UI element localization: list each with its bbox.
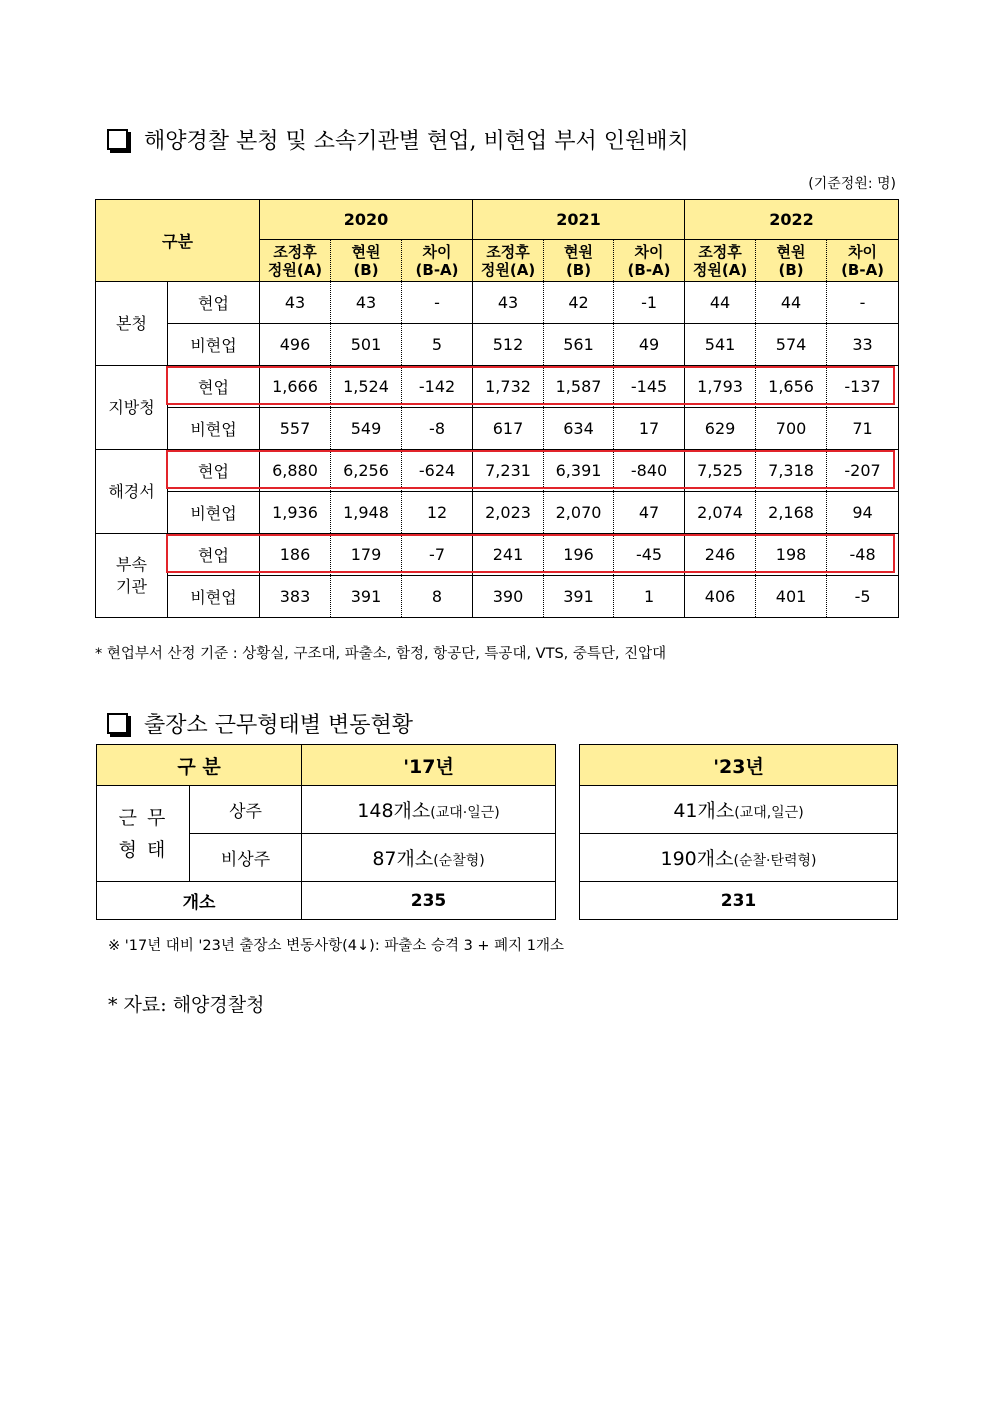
- cell-difference: -7: [402, 534, 473, 576]
- cell-current-staff: 6,256: [331, 450, 402, 492]
- cell-difference: 47: [614, 492, 685, 534]
- cell-adjusted-quota: 43: [260, 282, 331, 324]
- cell-adjusted-quota: 1,793: [685, 366, 756, 408]
- cell-current-staff: 179: [331, 534, 402, 576]
- table-row: [96, 282, 899, 324]
- total-2017: 235: [302, 882, 556, 920]
- cell-difference: -: [402, 282, 473, 324]
- highlight-box-busok: [166, 534, 895, 573]
- cell-adjusted-quota: 1,732: [473, 366, 544, 408]
- cell-difference: -137: [827, 366, 899, 408]
- highlight-box-haegyeongseo: [166, 450, 895, 489]
- cell-difference: -45: [614, 534, 685, 576]
- section1-title-text: 해양경찰 본청 및 소속기관별 현업, 비현업 부서 인원배치: [144, 129, 689, 154]
- header-adjusted-quota: 조정후 정원(A): [260, 240, 331, 282]
- cell-current-staff: 574: [756, 324, 827, 366]
- total-label: 개소: [97, 882, 302, 920]
- branch-office-2023-table: [579, 744, 898, 920]
- cell-difference: 94: [827, 492, 899, 534]
- cell-adjusted-quota: 629: [685, 408, 756, 450]
- header-category: 구분: [96, 200, 260, 282]
- dept-type-label: 현업: [168, 450, 260, 492]
- cell-difference: 12: [402, 492, 473, 534]
- header-adjusted-quota: 조정후 정원(A): [473, 240, 544, 282]
- cell-difference: 5: [402, 324, 473, 366]
- header-current-staff: 현원 (B): [756, 240, 827, 282]
- cell-difference: 8: [402, 576, 473, 618]
- unit-label: (기준정원: 명): [808, 176, 896, 192]
- cell-adjusted-quota: 1,666: [260, 366, 331, 408]
- cell-adjusted-quota: 496: [260, 324, 331, 366]
- cell-current-staff: 1,587: [544, 366, 614, 408]
- cell-difference: -207: [827, 450, 899, 492]
- cell-adjusted-quota: 246: [685, 534, 756, 576]
- checkbox-square-icon: [107, 713, 128, 734]
- cell-adjusted-quota: 557: [260, 408, 331, 450]
- header-adjusted-quota: 조정후 정원(A): [685, 240, 756, 282]
- cell-current-staff: 2,168: [756, 492, 827, 534]
- row-label-resident: 상주: [190, 786, 302, 834]
- table-row: [96, 408, 899, 450]
- cell-difference: 33: [827, 324, 899, 366]
- cell-current-staff: 6,391: [544, 450, 614, 492]
- cell-difference: 49: [614, 324, 685, 366]
- branch-office-2017-table: [96, 744, 556, 920]
- cell-current-staff: 42: [544, 282, 614, 324]
- header-difference: 차이 (B-A): [614, 240, 685, 282]
- cell-difference: 1: [614, 576, 685, 618]
- group-label: 부속 기관: [96, 534, 168, 618]
- change-note: ※ '17년 대비 '23년 출장소 변동사항(4↓): 파출소 승격 3 + 폐지 1개소: [108, 938, 565, 954]
- cell-current-staff: 198: [756, 534, 827, 576]
- cell-difference: -624: [402, 450, 473, 492]
- cell-adjusted-quota: 541: [685, 324, 756, 366]
- section1-title: [105, 124, 689, 155]
- cell-current-staff: 7,318: [756, 450, 827, 492]
- header-year-2020: 2020: [260, 200, 473, 240]
- cell-adjusted-quota: 406: [685, 576, 756, 618]
- dept-type-label: 현업: [168, 534, 260, 576]
- dept-type-label: 현업: [168, 366, 260, 408]
- section2-title: [105, 708, 413, 739]
- cell-current-staff: 634: [544, 408, 614, 450]
- header-year-2023: '23년: [580, 745, 898, 786]
- dept-type-label: 비현업: [168, 576, 260, 618]
- table-row: [96, 324, 899, 366]
- header-year-2017: '17년: [302, 745, 556, 786]
- cell-current-staff: 43: [331, 282, 402, 324]
- cell-adjusted-quota: 2,074: [685, 492, 756, 534]
- work-type-label: 근 무 형 태: [97, 786, 190, 882]
- header-difference: 차이 (B-A): [402, 240, 473, 282]
- header-current-staff: 현원 (B): [331, 240, 402, 282]
- cell-adjusted-quota: 186: [260, 534, 331, 576]
- cell-current-staff: 196: [544, 534, 614, 576]
- cell-adjusted-quota: 44: [685, 282, 756, 324]
- cell-difference: -1: [614, 282, 685, 324]
- header-category: 구 분: [97, 745, 302, 786]
- cell-adjusted-quota: 512: [473, 324, 544, 366]
- cell-difference: -8: [402, 408, 473, 450]
- cell-difference: -142: [402, 366, 473, 408]
- nonresident-2017: 87개소(순찰형): [302, 834, 556, 882]
- nonresident-2023: 190개소(순찰·탄력형): [580, 834, 898, 882]
- row-label-nonresident: 비상주: [190, 834, 302, 882]
- cell-adjusted-quota: 7,231: [473, 450, 544, 492]
- checkbox-square-icon: [107, 129, 128, 150]
- cell-current-staff: 44: [756, 282, 827, 324]
- cell-current-staff: 700: [756, 408, 827, 450]
- table-row: [96, 576, 899, 618]
- cell-adjusted-quota: 7,525: [685, 450, 756, 492]
- cell-difference: 17: [614, 408, 685, 450]
- group-label: 본청: [96, 282, 168, 366]
- cell-current-staff: 549: [331, 408, 402, 450]
- cell-current-staff: 561: [544, 324, 614, 366]
- table-row: [96, 492, 899, 534]
- cell-adjusted-quota: 2,023: [473, 492, 544, 534]
- cell-current-staff: 1,948: [331, 492, 402, 534]
- cell-current-staff: 1,524: [331, 366, 402, 408]
- cell-adjusted-quota: 383: [260, 576, 331, 618]
- cell-difference: -48: [827, 534, 899, 576]
- cell-adjusted-quota: 241: [473, 534, 544, 576]
- dept-type-label: 비현업: [168, 324, 260, 366]
- highlight-box-jibangcheong: [166, 366, 895, 405]
- cell-difference: -840: [614, 450, 685, 492]
- cell-adjusted-quota: 6,880: [260, 450, 331, 492]
- header-current-staff: 현원 (B): [544, 240, 614, 282]
- cell-difference: -145: [614, 366, 685, 408]
- cell-difference: 71: [827, 408, 899, 450]
- group-label: 지방청: [96, 366, 168, 450]
- total-2023: 231: [580, 882, 898, 920]
- cell-adjusted-quota: 43: [473, 282, 544, 324]
- cell-current-staff: 401: [756, 576, 827, 618]
- source-note: * 자료: 해양경찰청: [108, 994, 265, 1016]
- group-label: 해경서: [96, 450, 168, 534]
- cell-adjusted-quota: 617: [473, 408, 544, 450]
- resident-2023: 41개소(교대,일근): [580, 786, 898, 834]
- dept-type-label: 비현업: [168, 492, 260, 534]
- cell-adjusted-quota: 1,936: [260, 492, 331, 534]
- field-dept-criteria-note: * 현업부서 산정 기준 : 상황실, 구조대, 파출소, 함정, 항공단, 특공대, VTS, 중특단, 진압대: [95, 646, 667, 662]
- dept-type-label: 현업: [168, 282, 260, 324]
- resident-2017: 148개소(교대·일근): [302, 786, 556, 834]
- cell-current-staff: 1,656: [756, 366, 827, 408]
- cell-current-staff: 391: [331, 576, 402, 618]
- header-difference: 차이 (B-A): [827, 240, 899, 282]
- cell-current-staff: 391: [544, 576, 614, 618]
- cell-current-staff: 2,070: [544, 492, 614, 534]
- dept-type-label: 비현업: [168, 408, 260, 450]
- cell-difference: -5: [827, 576, 899, 618]
- header-year-2022: 2022: [685, 200, 899, 240]
- cell-current-staff: 501: [331, 324, 402, 366]
- cell-adjusted-quota: 390: [473, 576, 544, 618]
- header-year-2021: 2021: [473, 200, 685, 240]
- section2-title-text: 출장소 근무형태별 변동현황: [144, 713, 414, 738]
- cell-difference: -: [827, 282, 899, 324]
